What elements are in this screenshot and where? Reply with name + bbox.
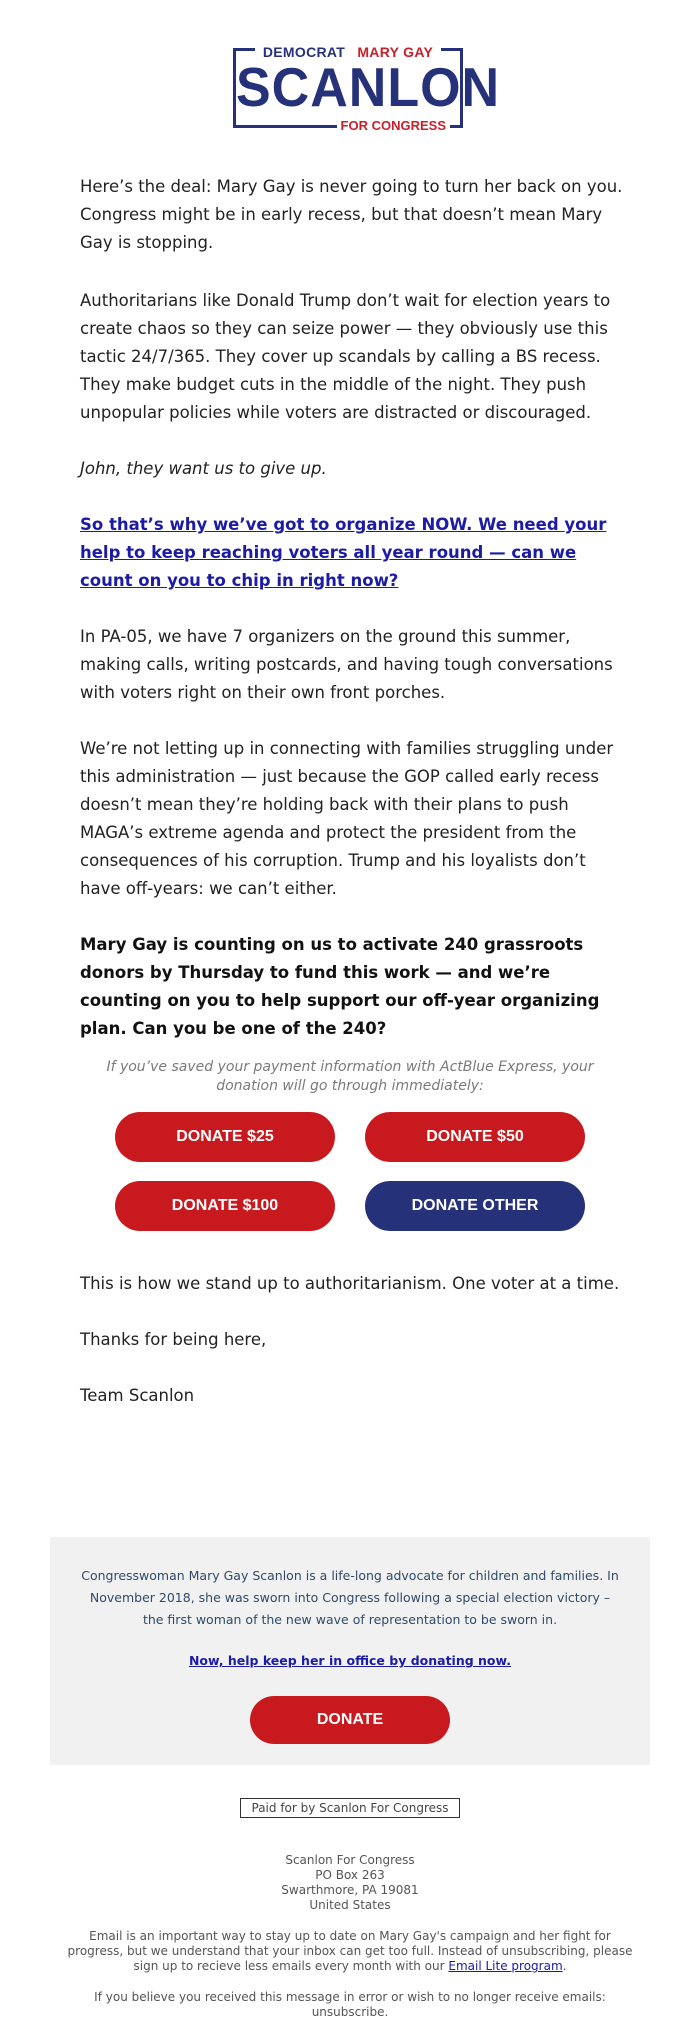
paid-for-disclaimer: Paid for by Scanlon For Congress [240, 1798, 460, 1818]
logo-for-congress: FOR CONGRESS [337, 118, 450, 133]
paragraph-7: This is how we stand up to authoritarianism. One voter at a time. [80, 1274, 620, 1293]
logo-mary-gay: MARY GAY [353, 44, 437, 60]
footer-bio-box [50, 1537, 650, 1765]
help-donate-link[interactable]: Now, help keep her in office by donating now. [188, 1653, 512, 1668]
donate-25-button[interactable]: DONATE $25 [115, 1112, 335, 1162]
signoff: Team Scanlon [80, 1386, 195, 1405]
paragraph-6: Mary Gay is counting on us to activate 240 grassroots donors by Thursday to fund this work — and we’re counting on you to help support our off-year organizing plan. Can you be one of the 240? [80, 935, 600, 1038]
email-lite-link[interactable]: Email Lite program [448, 1959, 563, 1973]
logo-scanlon: SCANLON [236, 57, 501, 119]
address-line: PO Box 263 [315, 1868, 385, 1882]
address-line: Swarthmore, PA 19081 [281, 1883, 419, 1897]
paragraph-5: We’re not letting up in connecting with families struggling under this administration — just because the GOP called early recess doesn’t mean they’re holding back with their plans to push MAGA’s extreme agenda and protect the president from the consequences of his corruption. Trump and his loyalists don’t have off-years: we can’t either. [80, 739, 614, 898]
unsubscribe-note: If you believe you received this message in error or wish to no longer receive emails: unsubscribe. [94, 1990, 606, 2019]
bio-text: Congresswoman Mary Gay Scanlon is a life-long advocate for children and families. In November 2018, she was sworn into Congress following a special election victory – the first woman of the new wave of representation to be sworn in. [81, 1568, 619, 1627]
address-line: Scanlon For Congress [285, 1853, 415, 1867]
address-line: United States [309, 1898, 391, 1912]
footer-donate-button[interactable]: DONATE [250, 1696, 450, 1744]
email-lite-note: Email is an important way to stay up to date on Mary Gay's campaign and her fight for progress, but we understand that your inbox can get too full. Instead of unsubscribing, please sign up to recieve less emails every month with our Email Lite program. [67, 1929, 633, 1973]
campaign-logo [233, 44, 501, 133]
paragraph-4: In PA-05, we have 7 organizers on the ground this summer, making calls, writing postcards, and having tough conversations with voters right on their own front porches. [80, 627, 613, 702]
donate-50-button[interactable]: DONATE $50 [365, 1112, 585, 1162]
paragraph-2: Authoritarians like Donald Trump don’t wait for election years to create chaos so they can seize power — they obviously use this tactic 24/7/365. They cover up scandals by calling a BS recess. They make budget cuts in the middle of the night. They push unpopular policies while voters are distracted or discouraged. [80, 291, 611, 422]
paragraph-3: John, they want us to give up. [80, 459, 327, 478]
actblue-express-note: If you’ve saved your payment information with ActBlue Express, your donation will go through immediately: [106, 1059, 594, 1094]
mailing-address [0, 1853, 700, 1913]
donate-cta-link[interactable]: So that’s why we’ve got to organize NOW. We need your help to keep reaching voters all year round — can we count on you to chip in right now? [80, 515, 607, 590]
paragraph-1: Here’s the deal: Mary Gay is never going to turn her back on you. Congress might be in early recess, but that doesn’t mean Mary Gay is stopping. [80, 177, 623, 252]
paragraph-8: Thanks for being here, [80, 1330, 267, 1349]
logo-democrat: DEMOCRAT [259, 44, 349, 60]
donate-other-button[interactable]: DONATE OTHER [365, 1181, 585, 1231]
donate-100-button[interactable]: DONATE $100 [115, 1181, 335, 1231]
